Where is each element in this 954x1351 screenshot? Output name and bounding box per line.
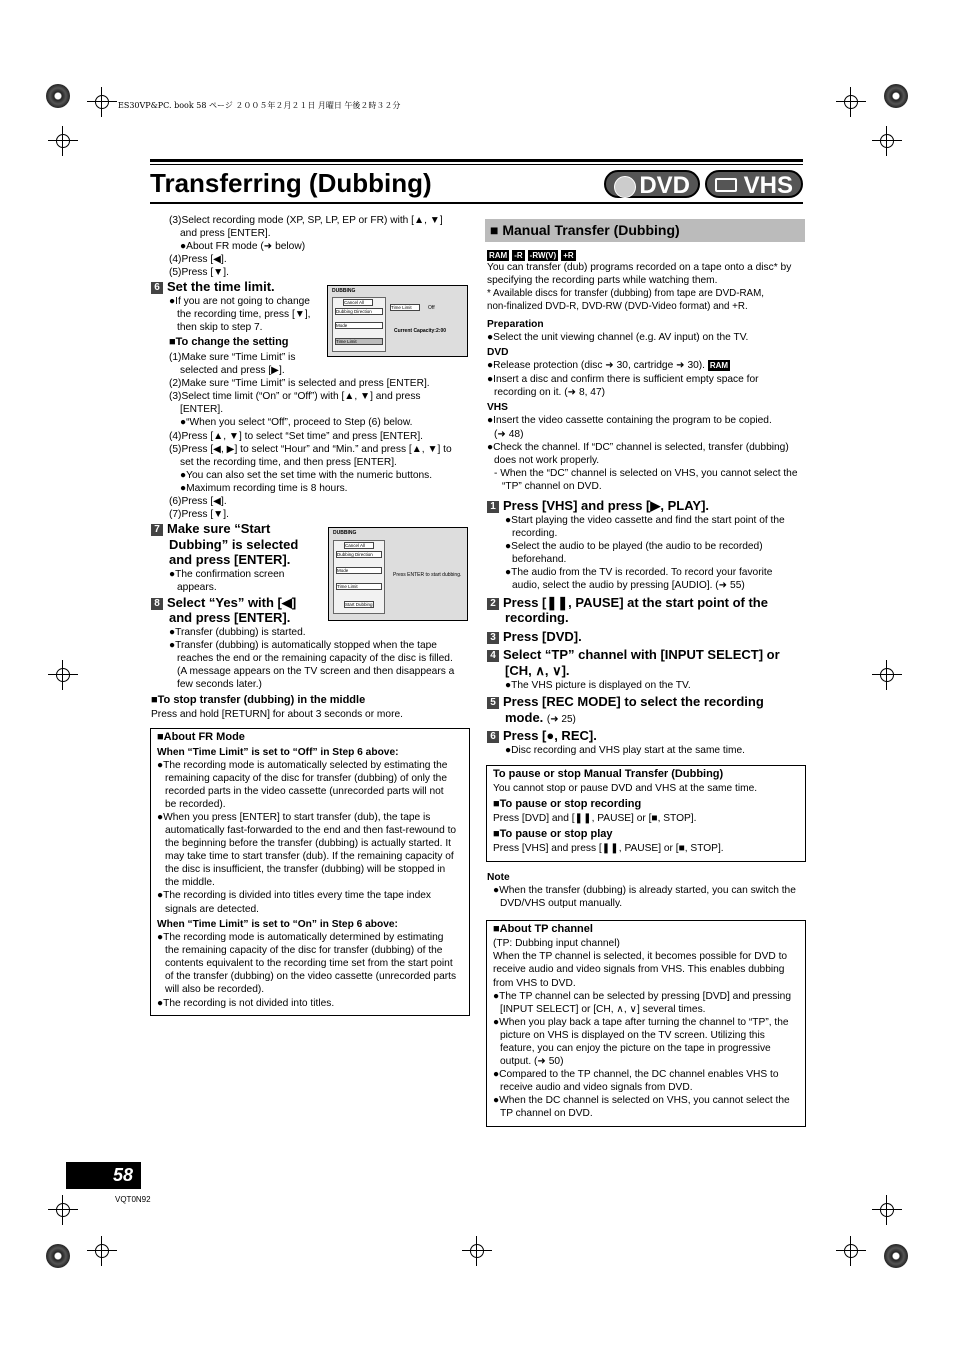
fr-line: the disc is insufficient, the transfer (dubbing) will be stopped in — [165, 864, 446, 875]
tp-line: feature, you can enjoy the picture on the tape in progressive — [500, 1043, 771, 1054]
crosshair-icon — [48, 1195, 78, 1225]
step6-sub-line: (5)Press [◀, ▶] to select “Hour” and “Min.” and press [▲, ▼] to — [169, 444, 452, 455]
crosshair-icon — [48, 660, 78, 690]
step6-sub-line: (3)Select time limit (“On” or “Off”) with [▲, ▼] and press — [169, 391, 421, 402]
step7-title: Make sure “Start — [167, 521, 271, 536]
cancel-all-item: Cancel All — [343, 299, 373, 306]
vhs-logo — [705, 170, 803, 198]
pause-play-title: ■To pause or stop play — [493, 828, 613, 840]
direction-row: Dubbing Direction — [335, 308, 383, 315]
pause-box-line: You cannot stop or pause DVD and VHS at the same time. — [493, 783, 758, 794]
step8-title: and press [ENTER]. — [169, 610, 291, 625]
page-number-tab — [66, 1162, 141, 1189]
fr-box-title: ■About FR Mode — [157, 731, 245, 743]
fr-off-title: When “Time Limit” is set to “Off” in Step 6 above: — [157, 747, 399, 758]
step7-line: ●The confirmation screen — [169, 569, 285, 580]
manual-step3 — [487, 629, 582, 645]
page-number: 58 — [112, 1165, 133, 1185]
dubbing-screen-confirm — [328, 527, 468, 621]
step-title: Press [VHS] and press [▶, PLAY]. — [503, 498, 710, 513]
step-title: Press [DVD]. — [503, 629, 582, 644]
step5-line: (5)Press [▼]. — [169, 267, 229, 278]
pause-recording-line: Press [DVD] and [❚❚, PAUSE] or [■, STOP]. — [493, 813, 697, 824]
crosshair-icon — [87, 87, 117, 117]
fr-line: contents equivalent to the recording time set from the start point — [165, 958, 453, 969]
fr-line: ●The recording is divided into titles every time the tape index — [157, 890, 431, 901]
step7-title: Dubbing” is selected — [169, 537, 299, 552]
tag-plus-r: +R — [563, 251, 574, 260]
dvd-title: DVD — [487, 347, 509, 358]
time-limit-row: Time Limit — [336, 583, 382, 590]
intro-line: non-finalized DVD-R, DVD-RW (DVD-Video format) and +R. — [487, 301, 748, 312]
registration-disc-icon — [46, 84, 70, 108]
vhs-logo-text: VHS — [743, 172, 793, 199]
s6-line: ●Disc recording and VHS play start at the same time. — [505, 745, 745, 756]
stop-transfer-text: Press and hold [RETURN] for about 3 seconds or more. — [151, 709, 403, 720]
step6-heading — [151, 279, 275, 295]
note-title: Note — [487, 872, 510, 883]
step5-title-line2 — [505, 710, 576, 728]
tp-line: (TP: Dubbing input channel) — [493, 938, 620, 949]
step5-line: (4)Press [◀]. — [169, 254, 227, 265]
crosshair-icon — [872, 126, 902, 156]
step5-line: (3)Select recording mode (XP, SP, LP, EP or FR) with [▲, ▼] — [169, 215, 443, 226]
fr-line: may take time to start transfer (dub). If the remaining capacity of — [165, 851, 454, 862]
pause-play-line: Press [VHS] and press [❚❚, PAUSE] or [■, STOP]. — [493, 843, 724, 854]
dvd-logo-text: DVD — [639, 172, 690, 199]
step-title: Press [❚❚, PAUSE] at the start point of the — [503, 595, 768, 610]
tp-line: [INPUT SELECT] or [CH, ∧, ∨] several times. — [500, 1004, 706, 1015]
step6-sub-line: (6)Press [◀]. — [169, 496, 227, 507]
header-rule — [150, 159, 803, 162]
fr-line: be recorded). — [165, 799, 226, 810]
step-number: 7 — [151, 524, 163, 536]
fr-line: remaining capacity of the disc for transfer (dubbing) of only the — [165, 773, 448, 784]
step-number: 5 — [487, 697, 499, 709]
tp-line: ●When you play back a tape after turning the channel to “TP”, the — [493, 1017, 789, 1028]
crosshair-icon — [836, 87, 866, 117]
crosshair-icon — [87, 1236, 117, 1266]
vhs-line: - When the “DC” channel is selected on VHS, you cannot select the — [494, 468, 798, 479]
tag-ram: RAM — [709, 361, 729, 370]
step8-heading — [151, 595, 296, 611]
note-line: ●When the transfer (dubbing) is already started, you can switch the — [493, 885, 796, 896]
fr-on-title: When “Time Limit” is set to “On” in Step 6 above: — [157, 919, 398, 930]
step-title: Press [REC MODE] to select the recording — [503, 694, 764, 709]
crosshair-icon — [872, 660, 902, 690]
tag-ram: RAM — [489, 251, 508, 260]
fr-line: automatically fast-forwarded to the end and then fast-rewound to — [165, 825, 457, 836]
tp-line: receive audio and video signals from VHS. This enables dubbing — [493, 964, 785, 975]
step6-title: Set the time limit. — [167, 279, 275, 294]
time-limit-value: Off — [428, 305, 435, 311]
intro-line: * Available discs for transfer (dubbing) from tape are DVD-RAM, — [487, 288, 764, 299]
dvd-line — [487, 359, 733, 372]
tp-line: from VHS to DVD. — [493, 978, 576, 989]
s1-line: audio, select the audio by pressing [AUDIO]. (➜ 55) — [512, 580, 745, 591]
disc-icon — [614, 176, 636, 198]
tag-r: -R — [514, 251, 523, 260]
vhs-line: ●Insert the video cassette containing the program to be copied. — [487, 415, 772, 426]
change-setting-title: ■To change the setting — [169, 336, 289, 348]
mode-row: Mode — [335, 322, 383, 329]
cassette-icon — [715, 178, 737, 192]
time-limit-field: Time Limit — [390, 304, 420, 311]
s1-line: recording. — [512, 528, 558, 539]
manual-step4 — [487, 647, 780, 663]
vhs-line: does not work properly. — [494, 455, 600, 466]
tp-line: receive audio and video signals from DVD. — [500, 1082, 693, 1093]
section-title: ■ Manual Transfer (Dubbing) — [490, 222, 680, 238]
step7-line: appears. — [177, 582, 217, 593]
step6-line: then skip to step 7. — [177, 322, 263, 333]
step-number: 3 — [487, 632, 499, 644]
step6-sub-line: (2)Make sure “Time Limit” is selected and press [ENTER]. — [169, 378, 430, 389]
s1-line: ●The audio from the TV is recorded. To record your favorite — [505, 567, 773, 578]
fr-line: will also be recorded). — [165, 984, 265, 995]
confirm-message: Press ENTER to start dubbing. — [393, 572, 462, 578]
document-code: VQT0N92 — [115, 1195, 151, 1204]
s1-line: beforehand. — [512, 554, 567, 565]
step-number: 6 — [151, 282, 163, 294]
step-title: [CH, ∧, ∨]. — [505, 663, 570, 678]
step5-line: ●About FR mode (➜ below) — [180, 241, 306, 252]
tp-line: TP channel on DVD. — [500, 1108, 593, 1119]
capacity-value: 2:00 — [436, 328, 447, 334]
step-number: 6 — [487, 731, 499, 743]
stop-transfer-title: ■To stop transfer (dubbing) in the middle — [151, 694, 366, 706]
preparation-title: Preparation — [487, 319, 544, 330]
file-info: ES30VP&PC. book 58 ページ ２００５年２月２１日 月曜日 午後２時３２分 — [118, 101, 401, 110]
dvd-line-text: ●Release protection (disc ➜ 30, cartridge ➜ 30). — [487, 360, 706, 371]
fr-line: recorded parts in the video cassette (unrecorded parts will not — [165, 786, 444, 797]
fr-line: ●When you press [ENTER] to start transfer (dub), the tape is — [157, 812, 431, 823]
intro-line: You can transfer (dub) programs recorded on a tape onto a disc* by — [487, 262, 792, 273]
header-underline — [150, 202, 803, 204]
step-title: Select “TP” channel with [INPUT SELECT] or — [503, 647, 780, 662]
tp-line: When the TP channel is selected, it becomes possible for DVD to — [493, 951, 788, 962]
screen-menu-panel — [333, 540, 385, 614]
step6-sub-line: (1)Make sure “Time Limit” is — [169, 352, 296, 363]
capacity-label: Current Capacity: — [394, 328, 436, 334]
note-line: DVD/VHS output manually. — [500, 898, 623, 909]
step-number: 4 — [487, 650, 499, 662]
screen-title: DUBBING — [332, 288, 356, 294]
step6-sub-line: ●“When you select “Off”, proceed to Step (6) below. — [180, 417, 413, 428]
step8-line: ●Transfer (dubbing) is started. — [169, 627, 306, 638]
vhs-title: VHS — [487, 402, 508, 413]
step6-sub-line: (7)Press [▼]. — [169, 509, 229, 520]
tp-line: ●When the DC channel is selected on VHS, you cannot select the — [493, 1095, 790, 1106]
step-number: 8 — [151, 598, 163, 610]
crosshair-icon — [872, 1195, 902, 1225]
start-dubbing-item: Start Dubbing — [345, 602, 373, 607]
fr-line: the middle. — [165, 877, 215, 888]
mode-row: Mode — [336, 567, 382, 574]
fr-line: ●The recording is not divided into titles. — [157, 998, 335, 1009]
step8-title: Select “Yes” with [◀] — [167, 595, 297, 610]
s1-line: ●Select the audio to be played (the audio to be recorded) — [505, 541, 763, 552]
tp-line: ●Compared to the TP channel, the DC channel enables VHS to — [493, 1069, 779, 1080]
fr-line: ●The recording mode is automatically selected by estimating the — [157, 760, 448, 771]
step8-line: few seconds later.) — [177, 679, 262, 690]
step6-sub-line: ●You can also set the set time with the numeric buttons. — [180, 470, 433, 481]
fr-line: ●The recording mode is automatically determined by estimating — [157, 932, 444, 943]
crosshair-icon — [462, 1236, 492, 1266]
step8-line: ●Transfer (dubbing) is automatically stopped when the tape — [169, 640, 437, 651]
crosshair-icon — [836, 1236, 866, 1266]
tp-box-title: ■About TP channel — [493, 923, 593, 935]
time-limit-row: Time Limit — [335, 338, 383, 345]
dubbing-screen-time-limit — [327, 285, 468, 357]
intro-line: specifying the recording parts while watching them. — [487, 275, 718, 286]
tp-line: picture on VHS is displayed on the TV screen. Utilizing this — [500, 1030, 765, 1041]
page-title: Transferring (Dubbing) — [150, 168, 432, 198]
screen-title: DUBBING — [333, 530, 357, 536]
prep-line: ●Select the unit viewing channel (e.g. AV input) on the TV. — [487, 332, 749, 343]
vhs-line: ●Check the channel. If “DC” channel is selected, transfer (dubbing) — [487, 442, 789, 453]
manual-step1 — [487, 498, 709, 514]
registration-disc-icon — [46, 1244, 70, 1268]
tp-line: output. (➜ 50) — [500, 1056, 564, 1067]
step6-sub-line: selected and press [▶]. — [180, 365, 285, 376]
page-ref: (➜ 25) — [546, 714, 576, 725]
cancel-all-item: Cancel All — [344, 542, 374, 549]
tp-line: ●The TP channel can be selected by pressing [DVD] and pressing — [493, 991, 791, 1002]
vhs-line: “TP” channel on DVD. — [502, 481, 602, 492]
manual-step2 — [487, 595, 768, 611]
registration-disc-icon — [884, 1244, 908, 1268]
step-number: 2 — [487, 598, 499, 610]
step-title: recording. — [505, 610, 569, 625]
dvd-line: ●Insert a disc and confirm there is sufficient empty space for — [487, 374, 759, 385]
manual-step6 — [487, 728, 597, 744]
vhs-line: (➜ 48) — [494, 429, 524, 440]
fr-line: the beginning before the transfer (dubbing) is actually started. It — [165, 838, 451, 849]
step6-sub-line: (4)Press [▲, ▼] to select “Set time” and press [ENTER]. — [169, 431, 423, 442]
pause-recording-title: ■To pause or stop recording — [493, 798, 642, 810]
s4-line: ●The VHS picture is displayed on the TV. — [505, 680, 691, 691]
step6-line: the recording time, press [▼], — [177, 309, 311, 320]
tag-rw: -RW(V) — [529, 251, 557, 260]
step6-line: ●If you are not going to change — [169, 296, 310, 307]
header-rule-thin — [150, 164, 803, 165]
s1-line: ●Start playing the video cassette and find the start point of the — [505, 515, 785, 526]
crosshair-icon — [48, 126, 78, 156]
dvd-logo — [604, 170, 700, 198]
step8-line: reaches the end or the remaining capacity of the disc is filled. — [177, 653, 453, 664]
step-title: Press [●, REC]. — [503, 728, 597, 743]
fr-line: signals are detected. — [165, 904, 260, 915]
step7-title: and press [ENTER]. — [169, 552, 291, 567]
step5-line: and press [ENTER]. — [180, 228, 271, 239]
step6-sub-line: set the recording time, and then press [ENTER]. — [180, 457, 397, 468]
dvd-line: recording on it. (➜ 8, 47) — [494, 387, 606, 398]
step7-heading — [151, 521, 270, 537]
direction-row: Dubbing Direction — [336, 551, 382, 558]
fr-line: the remaining capacity of the disc for transfer (dubbing) of the — [165, 945, 443, 956]
step6-sub-line: ●Maximum recording time is 8 hours. — [180, 483, 348, 494]
step8-line: (A message appears on the TV screen and then disappears a — [177, 666, 455, 677]
step-number: 1 — [487, 501, 499, 513]
step-title: mode. — [505, 710, 544, 725]
step6-sub-line: [ENTER]. — [180, 404, 224, 415]
fr-line: of the transfer (dubbing) on the video cassette (unrecorded parts — [165, 971, 457, 982]
pause-box-title: To pause or stop Manual Transfer (Dubbing) — [493, 768, 724, 780]
manual-step5 — [487, 694, 764, 710]
screen-menu-panel — [332, 297, 386, 352]
registration-disc-icon — [884, 84, 908, 108]
